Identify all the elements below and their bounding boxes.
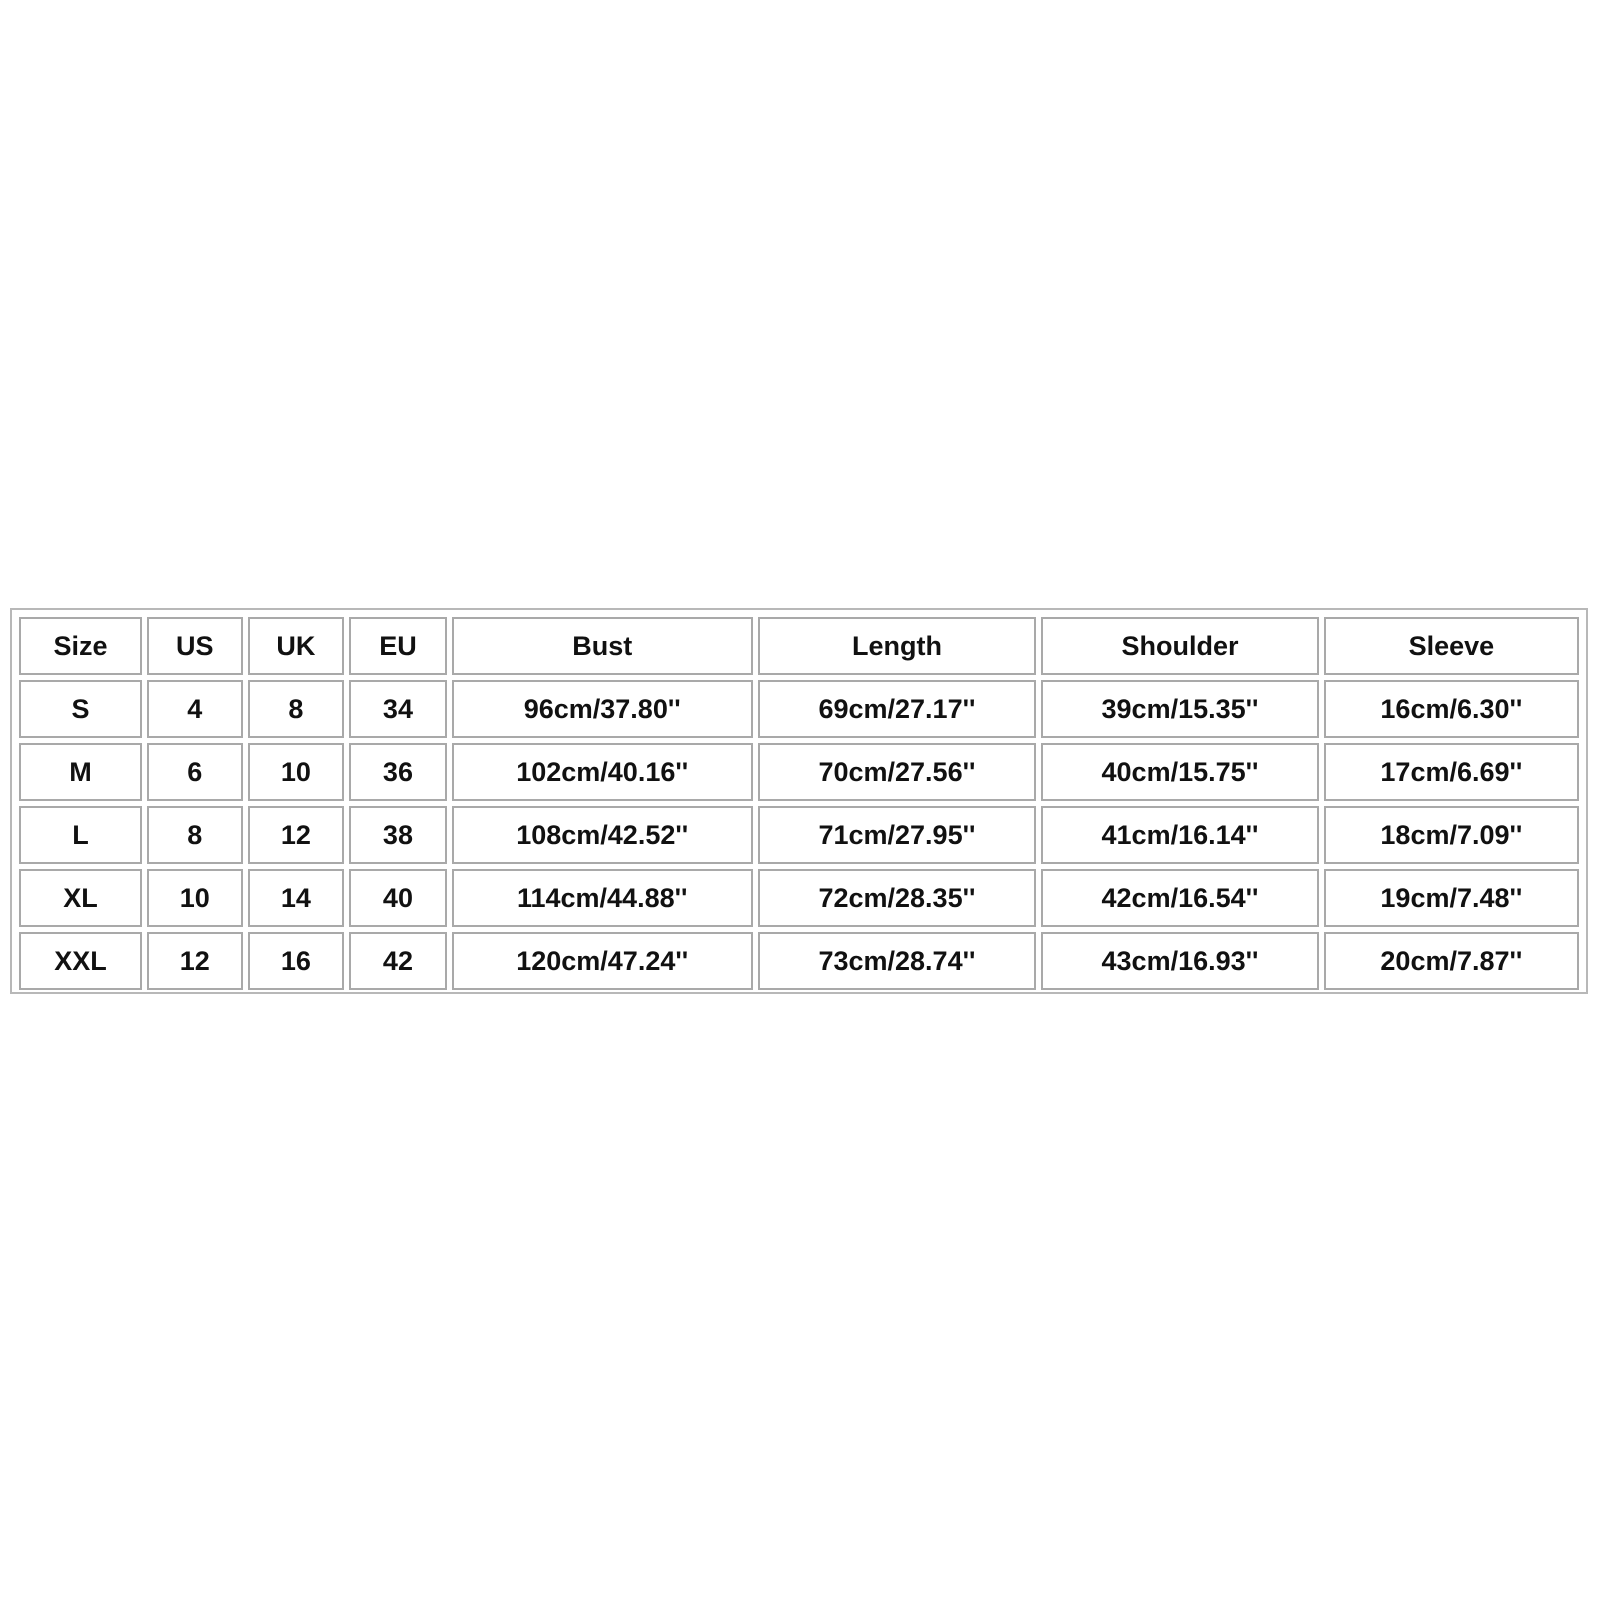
eu-cell: 42 xyxy=(349,932,447,990)
eu-cell: 40 xyxy=(349,869,447,927)
table-row xyxy=(19,680,1579,738)
sleeve-cell: 18cm/7.09'' xyxy=(1324,806,1579,864)
sleeve-cell: 20cm/7.87'' xyxy=(1324,932,1579,990)
sleeve-cell: 17cm/6.69'' xyxy=(1324,743,1579,801)
column-header-uk: UK xyxy=(248,617,345,675)
length-cell: 70cm/27.56'' xyxy=(758,743,1037,801)
us-cell: 8 xyxy=(147,806,243,864)
column-header-us: US xyxy=(147,617,243,675)
us-cell: 10 xyxy=(147,869,243,927)
column-header-bust: Bust xyxy=(452,617,753,675)
column-header-size: Size xyxy=(19,617,142,675)
length-cell: 71cm/27.95'' xyxy=(758,806,1037,864)
bust-cell: 108cm/42.52'' xyxy=(452,806,753,864)
us-cell: 12 xyxy=(147,932,243,990)
header-row xyxy=(19,617,1579,675)
size-cell: S xyxy=(19,680,142,738)
eu-cell: 34 xyxy=(349,680,447,738)
sleeve-cell: 16cm/6.30'' xyxy=(1324,680,1579,738)
length-cell: 72cm/28.35'' xyxy=(758,869,1037,927)
shoulder-cell: 39cm/15.35'' xyxy=(1041,680,1319,738)
column-header-sleeve: Sleeve xyxy=(1324,617,1579,675)
size-chart-frame xyxy=(10,608,1588,994)
size-cell: M xyxy=(19,743,142,801)
bust-cell: 96cm/37.80'' xyxy=(452,680,753,738)
eu-cell: 38 xyxy=(349,806,447,864)
shoulder-cell: 43cm/16.93'' xyxy=(1041,932,1319,990)
table-row xyxy=(19,743,1579,801)
size-cell: XXL xyxy=(19,932,142,990)
shoulder-cell: 42cm/16.54'' xyxy=(1041,869,1319,927)
bust-cell: 102cm/40.16'' xyxy=(452,743,753,801)
table-row xyxy=(19,932,1579,990)
length-cell: 69cm/27.17'' xyxy=(758,680,1037,738)
eu-cell: 36 xyxy=(349,743,447,801)
shoulder-cell: 41cm/16.14'' xyxy=(1041,806,1319,864)
bust-cell: 120cm/47.24'' xyxy=(452,932,753,990)
shoulder-cell: 40cm/15.75'' xyxy=(1041,743,1319,801)
uk-cell: 10 xyxy=(248,743,345,801)
size-cell: L xyxy=(19,806,142,864)
uk-cell: 16 xyxy=(248,932,345,990)
uk-cell: 14 xyxy=(248,869,345,927)
column-header-shoulder: Shoulder xyxy=(1041,617,1319,675)
us-cell: 6 xyxy=(147,743,243,801)
column-header-length: Length xyxy=(758,617,1037,675)
bust-cell: 114cm/44.88'' xyxy=(452,869,753,927)
size-cell: XL xyxy=(19,869,142,927)
us-cell: 4 xyxy=(147,680,243,738)
length-cell: 73cm/28.74'' xyxy=(758,932,1037,990)
column-header-eu: EU xyxy=(349,617,447,675)
uk-cell: 12 xyxy=(248,806,345,864)
sleeve-cell: 19cm/7.48'' xyxy=(1324,869,1579,927)
uk-cell: 8 xyxy=(248,680,345,738)
table-row xyxy=(19,806,1579,864)
size-chart-table xyxy=(14,612,1584,995)
table-row xyxy=(19,869,1579,927)
